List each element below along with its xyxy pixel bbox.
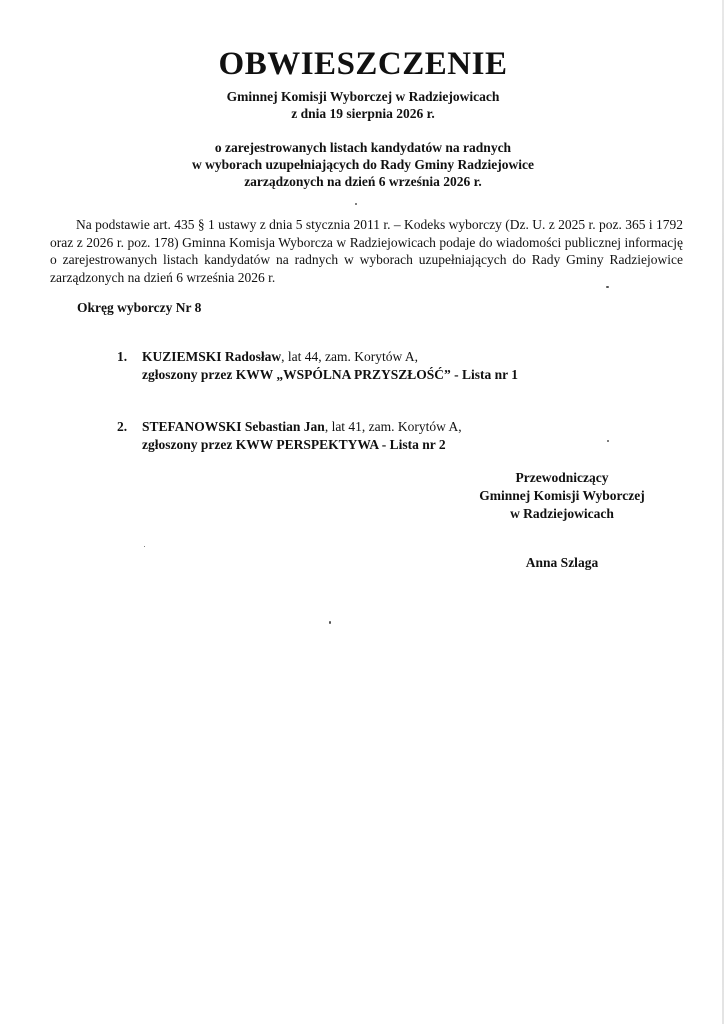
candidate-submitted-by: zgłoszony przez KWW PERSPEKTYWA - Lista nr 2 <box>142 437 446 452</box>
body-paragraph: Na podstawie art. 435 § 1 ustawy z dnia 5 stycznia 2011 r. – Kodeks wyborczy (Dz. U. z 2025 r. poz. 365 i 1792 oraz z 2026 r. poz. 178) Gminna Komisja Wyborcza w Radziejowicach podaje do wiadomości publicznej informację o zarejestrowanych listach kandydatów na radnych w wyborach uzupełniających do Rady Gminy Radziejowice zarządzonych na dzień 6 września 2026 r. <box>50 217 683 285</box>
subject-line-2: w wyborach uzupełniających do Rady Gminy Radziejowice <box>192 157 534 172</box>
candidate-entry <box>117 418 462 454</box>
scan-speck <box>329 621 331 624</box>
candidate-name: STEFANOWSKI Sebastian Jan <box>142 419 325 434</box>
signature-block <box>472 469 652 523</box>
candidate-number: 1. <box>117 349 128 364</box>
scan-speck <box>606 286 609 288</box>
scan-speck <box>355 203 357 205</box>
document-title: OBWIESZCZENIE <box>218 46 508 82</box>
signature-role-line-1: Przewodniczący <box>515 470 609 485</box>
issuer-block <box>0 88 726 122</box>
issuer-line: Gminnej Komisji Wyborczej w Radziejowicach <box>226 89 500 104</box>
signature-role-line-3: w Radziejowicach <box>510 506 614 521</box>
district-heading: Okręg wyborczy Nr 8 <box>77 300 202 315</box>
scan-speck <box>607 440 609 442</box>
signature-role-line-2: Gminnej Komisji Wyborczej <box>479 488 645 503</box>
subject-line-3: zarządzonych na dzień 6 września 2026 r. <box>244 174 482 189</box>
date-line: z dnia 19 sierpnia 2026 r. <box>291 106 435 121</box>
candidate-name: KUZIEMSKI Radosław <box>142 349 282 364</box>
subject-block <box>0 139 726 190</box>
subject-line-1: o zarejestrowanych listach kandydatów na radnych <box>214 140 512 155</box>
candidate-details: , lat 41, zam. Korytów A, <box>324 419 462 434</box>
candidate-submitted-by: zgłoszony przez KWW „WSPÓLNA PRZYSZŁOŚĆ” - Lista nr 1 <box>142 367 519 382</box>
scan-speck <box>144 546 145 547</box>
candidate-number: 2. <box>117 419 128 434</box>
candidate-entry <box>117 348 518 384</box>
candidate-details: , lat 44, zam. Korytów A, <box>281 349 419 364</box>
signer-name: Anna Szlaga <box>525 555 599 570</box>
